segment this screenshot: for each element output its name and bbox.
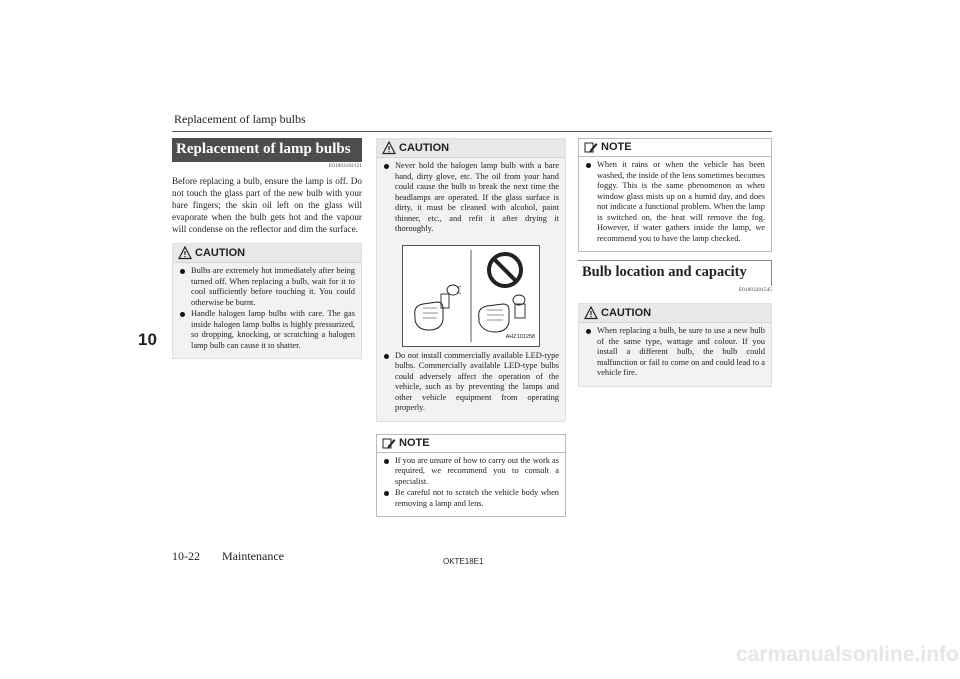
- chapter-tab: 10: [138, 330, 157, 349]
- header-divider: [172, 131, 772, 132]
- list-item: Never hold the halogen lamp bulb with a bare hand, dirty glove, etc. The oil from your hand could cause the bulb to break the next time the headlamps are operated. If the glass surface is dirty, it must be cleaned with alcohol, paint thinner, etc., and refit it after drying it thoroughly.: [383, 161, 559, 235]
- note-label: NOTE: [399, 436, 430, 449]
- bullet-icon: [180, 312, 185, 317]
- halogen-bulb-illustration: [402, 245, 540, 347]
- bullet-icon: [384, 491, 389, 496]
- note-box: [578, 138, 772, 252]
- list-item: Bulbs are extremely hot immediately after being turned off. When replacing a bulb, wait for it to cool sufficiently before touching it. You could otherwise be burnt.: [179, 266, 355, 308]
- note-body: [377, 453, 565, 517]
- caution-header: [579, 304, 771, 323]
- list-item: When replacing a bulb, be sure to use a new bulb of the same type, wattage and colour. If you install a different bulb, the bulb could malfunction or fail to come on and could lead to a vehicle fire.: [585, 326, 765, 379]
- reference-code: E01003102121: [329, 164, 362, 169]
- bullet-icon: [384, 164, 389, 169]
- document-code: OKTE18E1: [443, 557, 484, 566]
- note-body: [579, 157, 771, 251]
- caution-box: [172, 243, 362, 359]
- caution-header: [377, 139, 565, 158]
- list-item: If you are unsure of how to carry out the work as required, we recommend you to consult a specialist.: [383, 456, 559, 488]
- page-header-title: Replacement of lamp bulbs: [174, 112, 306, 126]
- warning-triangle-icon: [584, 306, 598, 320]
- bullet-icon: [586, 329, 591, 334]
- list-item: Be careful not to scratch the vehicle body when removing a lamp and lens.: [383, 488, 559, 509]
- warning-triangle-icon: [382, 141, 396, 155]
- page-number: 10-22: [172, 549, 200, 563]
- watermark: carmanualsonline.info: [736, 643, 959, 666]
- column-right: [578, 138, 772, 387]
- bullet-icon: [384, 354, 389, 359]
- figure-label: AHZ101258: [505, 334, 535, 340]
- caution-label: CAUTION: [195, 247, 246, 259]
- caution-body: [579, 323, 771, 386]
- note-header: [377, 435, 565, 453]
- section-heading: Bulb location and capacity: [578, 260, 772, 286]
- bullet-icon: [180, 269, 185, 274]
- list-item: Handle halogen lamp bulbs with care. The gas inside halogen lamp bulbs is highly pressurized, so dropping, knocking, or scratching a halogen lamp bulb can cause it to shatter.: [179, 309, 355, 351]
- bullet-icon: [384, 459, 389, 464]
- caution-header: [173, 244, 361, 263]
- list-item: When it rains or when the vehicle has been washed, the inside of the lens sometimes becomes foggy. This is the same phenomenon as when window glass mists up on a humid day, and does not indicate a functional problem. When the lamp is switched on, the heat will remove the fog. However, if water gathers inside the lamp, we recommend you to have the lamp checked.: [585, 160, 765, 244]
- note-label: NOTE: [601, 141, 632, 153]
- column-middle: [376, 138, 566, 517]
- footer-section: Maintenance: [222, 549, 284, 563]
- note-pencil-icon: [584, 141, 598, 154]
- intro-paragraph: Before replacing a bulb, ensure the lamp is off. Do not touch the glass part of the new bulb with your bare fingers; the skin oil left on the glass will evaporate when the bulb gets hot and the vapour will condense on the reflector and dim the surface.: [172, 176, 362, 234]
- bullet-icon: [586, 163, 591, 168]
- section-heading: Replacement of lamp bulbs: [172, 138, 362, 162]
- caution-body: [377, 158, 565, 421]
- warning-triangle-icon: [178, 246, 192, 260]
- note-box: [376, 434, 566, 518]
- reference-code: E01003201545: [739, 288, 772, 293]
- caution-label: CAUTION: [601, 307, 652, 319]
- note-pencil-icon: [382, 437, 396, 450]
- caution-label: CAUTION: [399, 142, 450, 154]
- caution-box: [376, 138, 566, 422]
- caution-body: [173, 263, 361, 358]
- caution-box: [578, 303, 772, 387]
- note-header: [579, 139, 771, 157]
- bare-hand-bulb-icon: [403, 246, 539, 346]
- column-left: [172, 138, 362, 359]
- list-item: Do not install commercially available LED-type bulbs. Commercially available LED-type bulbs could adversely affect the operation of the vehicle, such as by preventing the lamps and other vehicle equipment from operating properly.: [383, 351, 559, 414]
